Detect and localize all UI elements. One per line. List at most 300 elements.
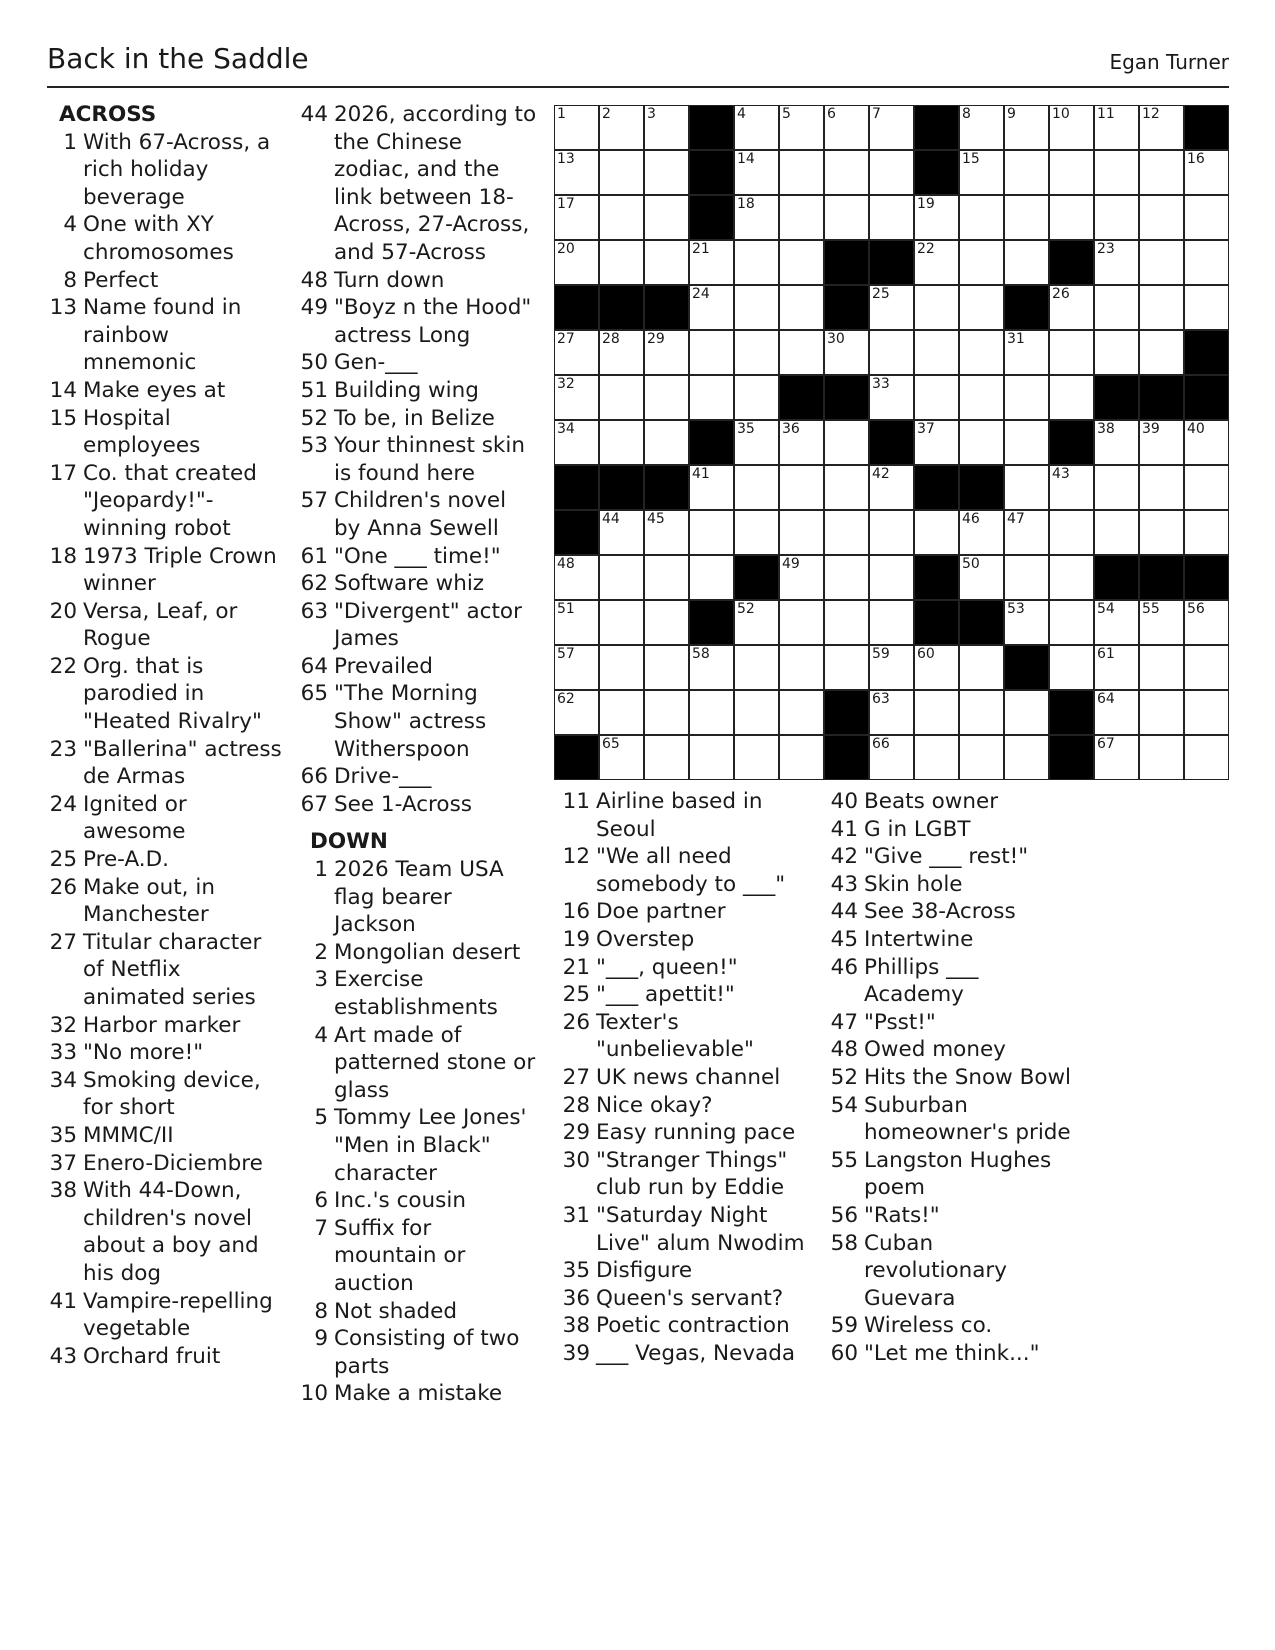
- grid-cell[interactable]: [599, 330, 644, 375]
- grid-cell[interactable]: [914, 285, 959, 330]
- grid-cell[interactable]: [734, 195, 779, 240]
- grid-block: [1094, 375, 1139, 420]
- grid-cell[interactable]: [1184, 510, 1229, 555]
- clue-text: Gen-___: [334, 350, 418, 376]
- grid-cell[interactable]: [779, 285, 824, 330]
- grid-cell[interactable]: [1139, 420, 1184, 465]
- grid-cell[interactable]: [779, 195, 824, 240]
- grid-cell[interactable]: [779, 690, 824, 735]
- cell-number: 18: [737, 196, 755, 212]
- grid-cell[interactable]: [1184, 465, 1229, 510]
- clue-number: 49: [300, 295, 328, 321]
- grid-block: [959, 600, 1004, 645]
- grid-cell[interactable]: [734, 240, 779, 285]
- grid-cell[interactable]: [734, 420, 779, 465]
- clue-text: "___, queen!": [596, 954, 738, 980]
- cell-number: 16: [1187, 151, 1205, 167]
- grid-cell[interactable]: [914, 195, 959, 240]
- grid-cell[interactable]: [1004, 375, 1049, 420]
- cell-number: 12: [1142, 106, 1160, 122]
- grid-cell[interactable]: [779, 645, 824, 690]
- clue-number: 44: [830, 899, 858, 925]
- grid-cell[interactable]: [1094, 420, 1139, 465]
- clue-text: Orchard fruit: [83, 1343, 221, 1369]
- grid-cell[interactable]: [644, 375, 689, 420]
- grid-cell[interactable]: [779, 555, 824, 600]
- grid-cell[interactable]: [1094, 330, 1139, 375]
- grid-cell[interactable]: [554, 600, 599, 645]
- clue-text: Building wing: [334, 377, 479, 403]
- grid-cell[interactable]: [779, 600, 824, 645]
- grid-cell[interactable]: [779, 330, 824, 375]
- grid-cell[interactable]: [1004, 600, 1049, 645]
- clue-number: 1: [314, 857, 328, 883]
- clue-text: "One ___ time!": [334, 543, 501, 569]
- cell-number: 6: [827, 106, 836, 122]
- clue-item: [828, 898, 1073, 926]
- clue-text: Disfigure: [596, 1258, 693, 1284]
- grid-cell[interactable]: [779, 240, 824, 285]
- grid-block: [554, 465, 599, 510]
- grid-cell[interactable]: [1049, 465, 1094, 510]
- grid-cell[interactable]: [734, 510, 779, 555]
- grid-cell[interactable]: [734, 645, 779, 690]
- clue-number: 28: [562, 1092, 590, 1118]
- grid-cell[interactable]: [599, 555, 644, 600]
- clue-number: 48: [300, 267, 328, 293]
- grid-cell[interactable]: [1184, 150, 1229, 195]
- grid-cell[interactable]: [1049, 645, 1094, 690]
- grid-cell[interactable]: [599, 420, 644, 465]
- grid-block: [689, 105, 734, 150]
- clue-text: "No more!": [83, 1040, 204, 1066]
- clue-column-4: [828, 788, 1073, 1367]
- grid-cell[interactable]: [914, 510, 959, 555]
- clue-item: [47, 405, 282, 460]
- grid-cell[interactable]: [734, 330, 779, 375]
- grid-cell[interactable]: [644, 240, 689, 285]
- grid-cell[interactable]: [1049, 375, 1094, 420]
- grid-cell[interactable]: [599, 240, 644, 285]
- grid-cell[interactable]: [1094, 645, 1139, 690]
- grid-cell[interactable]: [869, 330, 914, 375]
- grid-cell[interactable]: [869, 600, 914, 645]
- clue-number: 52: [830, 1064, 858, 1090]
- grid-block: [689, 600, 734, 645]
- grid-cell[interactable]: [1184, 285, 1229, 330]
- clue-number: 53: [300, 433, 328, 459]
- grid-cell[interactable]: [824, 510, 869, 555]
- grid-cell[interactable]: [1184, 420, 1229, 465]
- grid-block: [734, 555, 779, 600]
- grid-cell[interactable]: [1139, 285, 1184, 330]
- grid-cell[interactable]: [1094, 510, 1139, 555]
- grid-cell[interactable]: [1184, 600, 1229, 645]
- clue-text: Texter's "unbelievable": [596, 1009, 754, 1063]
- grid-cell[interactable]: [1049, 600, 1094, 645]
- grid-cell[interactable]: [1139, 600, 1184, 645]
- clue-text: Drive-___: [334, 764, 432, 790]
- grid-cell[interactable]: [959, 735, 1004, 780]
- grid-cell[interactable]: [959, 195, 1004, 240]
- grid-cell[interactable]: [599, 150, 644, 195]
- grid-cell[interactable]: [1094, 105, 1139, 150]
- grid-cell[interactable]: [1184, 240, 1229, 285]
- grid-block: [914, 105, 959, 150]
- cell-number: 9: [1007, 106, 1016, 122]
- clue-number: 17: [49, 460, 77, 486]
- grid-cell[interactable]: [1004, 555, 1049, 600]
- clue-text: Make a mistake: [334, 1381, 503, 1407]
- grid-cell[interactable]: [644, 420, 689, 465]
- grid-cell[interactable]: [1094, 600, 1139, 645]
- clue-item: [560, 1202, 810, 1257]
- grid-cell[interactable]: [914, 420, 959, 465]
- clue-text: Tommy Lee Jones' "Men in Black" character: [334, 1105, 527, 1186]
- grid-block: [824, 735, 869, 780]
- grid-cell[interactable]: [1049, 285, 1094, 330]
- grid-block: [914, 555, 959, 600]
- grid-cell[interactable]: [824, 420, 869, 465]
- clue-number: 27: [49, 929, 77, 955]
- clue-number: 52: [300, 405, 328, 431]
- clue-number: 3: [314, 967, 328, 993]
- grid-cell[interactable]: [824, 645, 869, 690]
- clue-text: Queen's servant?: [596, 1285, 784, 1311]
- grid-cell[interactable]: [779, 510, 824, 555]
- clue-item: [47, 929, 282, 1012]
- grid-cell[interactable]: [869, 195, 914, 240]
- grid-cell[interactable]: [1139, 465, 1184, 510]
- clue-item: [298, 101, 538, 267]
- grid-cell[interactable]: [1049, 195, 1094, 240]
- grid-cell[interactable]: [1139, 645, 1184, 690]
- grid-cell[interactable]: [644, 600, 689, 645]
- grid-cell[interactable]: [869, 150, 914, 195]
- grid-cell[interactable]: [869, 645, 914, 690]
- grid-cell[interactable]: [914, 330, 959, 375]
- grid-cell[interactable]: [779, 420, 824, 465]
- cell-number: 2: [602, 106, 611, 122]
- cell-number: 10: [1052, 106, 1070, 122]
- grid-cell[interactable]: [734, 465, 779, 510]
- grid-cell[interactable]: [1139, 195, 1184, 240]
- grid-cell[interactable]: [1004, 330, 1049, 375]
- grid-cell[interactable]: [1049, 330, 1094, 375]
- clue-text: Wireless co.: [864, 1313, 993, 1339]
- cell-number: 3: [647, 106, 656, 122]
- grid-cell[interactable]: [734, 600, 779, 645]
- grid-cell[interactable]: [1139, 105, 1184, 150]
- clue-item: [298, 1215, 538, 1298]
- grid-cell[interactable]: [1004, 195, 1049, 240]
- grid-cell[interactable]: [1004, 420, 1049, 465]
- grid-cell[interactable]: [779, 735, 824, 780]
- grid-cell[interactable]: [644, 330, 689, 375]
- grid-cell[interactable]: [869, 510, 914, 555]
- grid-cell[interactable]: [689, 375, 734, 420]
- grid-cell[interactable]: [689, 465, 734, 510]
- cell-number: 20: [557, 241, 575, 257]
- grid-cell[interactable]: [959, 555, 1004, 600]
- grid-cell[interactable]: [689, 645, 734, 690]
- grid-cell[interactable]: [734, 690, 779, 735]
- grid-cell[interactable]: [779, 465, 824, 510]
- cell-number: 47: [1007, 511, 1025, 527]
- cell-number: 48: [557, 556, 575, 572]
- clue-item: [828, 788, 1073, 816]
- clue-item: [298, 294, 538, 349]
- cell-number: 23: [1097, 241, 1115, 257]
- grid-cell[interactable]: [554, 690, 599, 735]
- clue-number: 60: [830, 1340, 858, 1366]
- grid-cell[interactable]: [554, 555, 599, 600]
- grid-cell[interactable]: [914, 240, 959, 285]
- clue-item: [298, 377, 538, 405]
- clue-text: With 44-Down, children's novel about a boy and his dog: [83, 1178, 259, 1286]
- clue-text: Easy running pace: [596, 1120, 796, 1146]
- grid-cell[interactable]: [689, 735, 734, 780]
- grid-cell[interactable]: [689, 690, 734, 735]
- grid-cell[interactable]: [1004, 690, 1049, 735]
- clue-number: 51: [300, 377, 328, 403]
- grid-cell[interactable]: [959, 240, 1004, 285]
- grid-cell[interactable]: [914, 690, 959, 735]
- grid-cell[interactable]: [734, 150, 779, 195]
- clue-text: G in LGBT: [864, 816, 971, 842]
- grid-cell[interactable]: [1139, 735, 1184, 780]
- grid-cell[interactable]: [734, 735, 779, 780]
- grid-cell[interactable]: [1004, 105, 1049, 150]
- clue-item: [560, 1119, 810, 1147]
- cell-number: 61: [1097, 646, 1115, 662]
- clue-item: [560, 843, 810, 898]
- grid-cell[interactable]: [554, 330, 599, 375]
- clue-item: [47, 598, 282, 653]
- cell-number: 34: [557, 421, 575, 437]
- grid-cell[interactable]: [599, 600, 644, 645]
- grid-cell[interactable]: [914, 735, 959, 780]
- grid-cell[interactable]: [1094, 465, 1139, 510]
- cell-number: 25: [872, 286, 890, 302]
- grid-cell[interactable]: [644, 195, 689, 240]
- grid-cell[interactable]: [1094, 690, 1139, 735]
- grid-cell[interactable]: [1184, 645, 1229, 690]
- grid-cell[interactable]: [554, 375, 599, 420]
- clue-text: Owed money: [864, 1037, 1006, 1063]
- clue-text: Exercise establishments: [334, 967, 498, 1020]
- grid-cell[interactable]: [1094, 195, 1139, 240]
- grid-cell[interactable]: [1184, 735, 1229, 780]
- grid-cell[interactable]: [1049, 555, 1094, 600]
- cell-number: 42: [872, 466, 890, 482]
- across-heading: ACROSS: [59, 102, 157, 127]
- clue-item: [47, 1177, 282, 1287]
- cell-number: 60: [917, 646, 935, 662]
- grid-cell[interactable]: [959, 330, 1004, 375]
- clue-text: Vampire-repelling vegetable: [83, 1288, 273, 1342]
- grid-cell[interactable]: [959, 150, 1004, 195]
- grid-cell[interactable]: [1049, 105, 1094, 150]
- grid-cell[interactable]: [779, 105, 824, 150]
- clue-number: 32: [49, 1012, 77, 1038]
- clue-item: [828, 926, 1073, 954]
- grid-cell[interactable]: [1184, 195, 1229, 240]
- grid-cell[interactable]: [959, 645, 1004, 690]
- clue-number: 35: [49, 1122, 77, 1148]
- grid-cell[interactable]: [599, 105, 644, 150]
- grid-cell[interactable]: [824, 330, 869, 375]
- grid-cell[interactable]: [554, 195, 599, 240]
- grid-cell[interactable]: [554, 105, 599, 150]
- grid-cell[interactable]: [644, 150, 689, 195]
- grid-cell[interactable]: [1139, 330, 1184, 375]
- clue-item: [298, 543, 538, 571]
- grid-cell[interactable]: [869, 285, 914, 330]
- grid-cell[interactable]: [1004, 735, 1049, 780]
- clue-number: 15: [49, 405, 77, 431]
- clue-number: 56: [830, 1202, 858, 1228]
- grid-cell[interactable]: [914, 645, 959, 690]
- clue-item: [298, 791, 538, 819]
- clue-text: Your thinnest skin is found here: [334, 433, 525, 486]
- clue-number: 12: [562, 844, 590, 870]
- grid-cell[interactable]: [644, 555, 689, 600]
- grid-cell[interactable]: [599, 375, 644, 420]
- grid-cell[interactable]: [734, 105, 779, 150]
- grid-block: [599, 465, 644, 510]
- grid-cell[interactable]: [734, 285, 779, 330]
- grid-cell[interactable]: [1049, 150, 1094, 195]
- grid-cell[interactable]: [914, 375, 959, 420]
- grid-cell[interactable]: [959, 375, 1004, 420]
- clue-item: [560, 1257, 810, 1285]
- grid-cell[interactable]: [689, 330, 734, 375]
- grid-cell[interactable]: [869, 555, 914, 600]
- grid-cell[interactable]: [1094, 735, 1139, 780]
- cell-number: 57: [557, 646, 575, 662]
- clue-item: [298, 349, 538, 377]
- grid-cell[interactable]: [959, 510, 1004, 555]
- grid-cell[interactable]: [959, 690, 1004, 735]
- grid-cell[interactable]: [869, 375, 914, 420]
- clue-number: 36: [562, 1285, 590, 1311]
- grid-cell[interactable]: [599, 735, 644, 780]
- cell-number: 21: [692, 241, 710, 257]
- grid-block: [914, 150, 959, 195]
- clue-item: [298, 1187, 538, 1215]
- clue-text: Not shaded: [334, 1298, 458, 1324]
- grid-cell[interactable]: [599, 195, 644, 240]
- grid-cell[interactable]: [1004, 150, 1049, 195]
- grid-cell[interactable]: [644, 105, 689, 150]
- grid-cell[interactable]: [1184, 690, 1229, 735]
- grid-cell[interactable]: [824, 105, 869, 150]
- cell-number: 33: [872, 376, 890, 392]
- grid-cell[interactable]: [1139, 690, 1184, 735]
- grid-cell[interactable]: [689, 285, 734, 330]
- grid-cell[interactable]: [1004, 510, 1049, 555]
- grid-block: [869, 240, 914, 285]
- clue-item: [298, 598, 538, 653]
- clue-item: [47, 129, 282, 212]
- grid-cell[interactable]: [554, 420, 599, 465]
- clue-text: Name found in rainbow mnemonic: [83, 295, 242, 376]
- grid-cell[interactable]: [1004, 240, 1049, 285]
- grid-cell[interactable]: [689, 555, 734, 600]
- grid-cell[interactable]: [644, 735, 689, 780]
- clue-number: 67: [300, 791, 328, 817]
- grid-cell[interactable]: [734, 375, 779, 420]
- grid-cell[interactable]: [554, 240, 599, 285]
- grid-cell[interactable]: [554, 645, 599, 690]
- grid-cell[interactable]: [824, 150, 869, 195]
- grid-cell[interactable]: [824, 555, 869, 600]
- grid-cell[interactable]: [824, 195, 869, 240]
- grid-cell[interactable]: [869, 105, 914, 150]
- cell-number: 30: [827, 331, 845, 347]
- cell-number: 41: [692, 466, 710, 482]
- crossword-grid: [554, 105, 1230, 781]
- grid-cell[interactable]: [869, 465, 914, 510]
- grid-cell[interactable]: [689, 510, 734, 555]
- grid-cell[interactable]: [1139, 150, 1184, 195]
- grid-cell[interactable]: [779, 150, 824, 195]
- grid-cell[interactable]: [689, 240, 734, 285]
- clue-number: 50: [300, 350, 328, 376]
- grid-cell[interactable]: [1004, 465, 1049, 510]
- grid-cell[interactable]: [599, 645, 644, 690]
- grid-cell[interactable]: [599, 510, 644, 555]
- grid-cell[interactable]: [1139, 510, 1184, 555]
- grid-cell[interactable]: [959, 105, 1004, 150]
- grid-cell[interactable]: [644, 690, 689, 735]
- clue-text: Nice okay?: [596, 1092, 713, 1118]
- cell-number: 66: [872, 736, 890, 752]
- grid-cell[interactable]: [1049, 510, 1094, 555]
- grid-cell[interactable]: [959, 420, 1004, 465]
- clue-number: 54: [830, 1092, 858, 1118]
- clue-number: 47: [830, 1009, 858, 1035]
- cell-number: 56: [1187, 601, 1205, 617]
- clue-number: 8: [63, 267, 77, 293]
- grid-block: [689, 150, 734, 195]
- grid-block: [824, 240, 869, 285]
- grid-cell[interactable]: [644, 510, 689, 555]
- cell-number: 64: [1097, 691, 1115, 707]
- clue-text: See 38-Across: [864, 899, 1016, 925]
- grid-cell[interactable]: [1094, 285, 1139, 330]
- clue-item: [560, 1009, 810, 1064]
- grid-cell[interactable]: [1139, 240, 1184, 285]
- grid-cell[interactable]: [644, 645, 689, 690]
- grid-cell[interactable]: [554, 150, 599, 195]
- clue-text: "Boyz n the Hood" actress Long: [334, 295, 532, 348]
- grid-cell[interactable]: [824, 465, 869, 510]
- clue-item: [560, 898, 810, 926]
- grid-cell[interactable]: [1094, 150, 1139, 195]
- cell-number: 28: [602, 331, 620, 347]
- cell-number: 45: [647, 511, 665, 527]
- grid-cell[interactable]: [824, 600, 869, 645]
- grid-cell[interactable]: [959, 285, 1004, 330]
- grid-cell[interactable]: [1094, 240, 1139, 285]
- clue-item: [298, 487, 538, 542]
- grid-cell[interactable]: [599, 690, 644, 735]
- grid-cell[interactable]: [869, 690, 914, 735]
- grid-cell[interactable]: [869, 735, 914, 780]
- cell-number: 22: [917, 241, 935, 257]
